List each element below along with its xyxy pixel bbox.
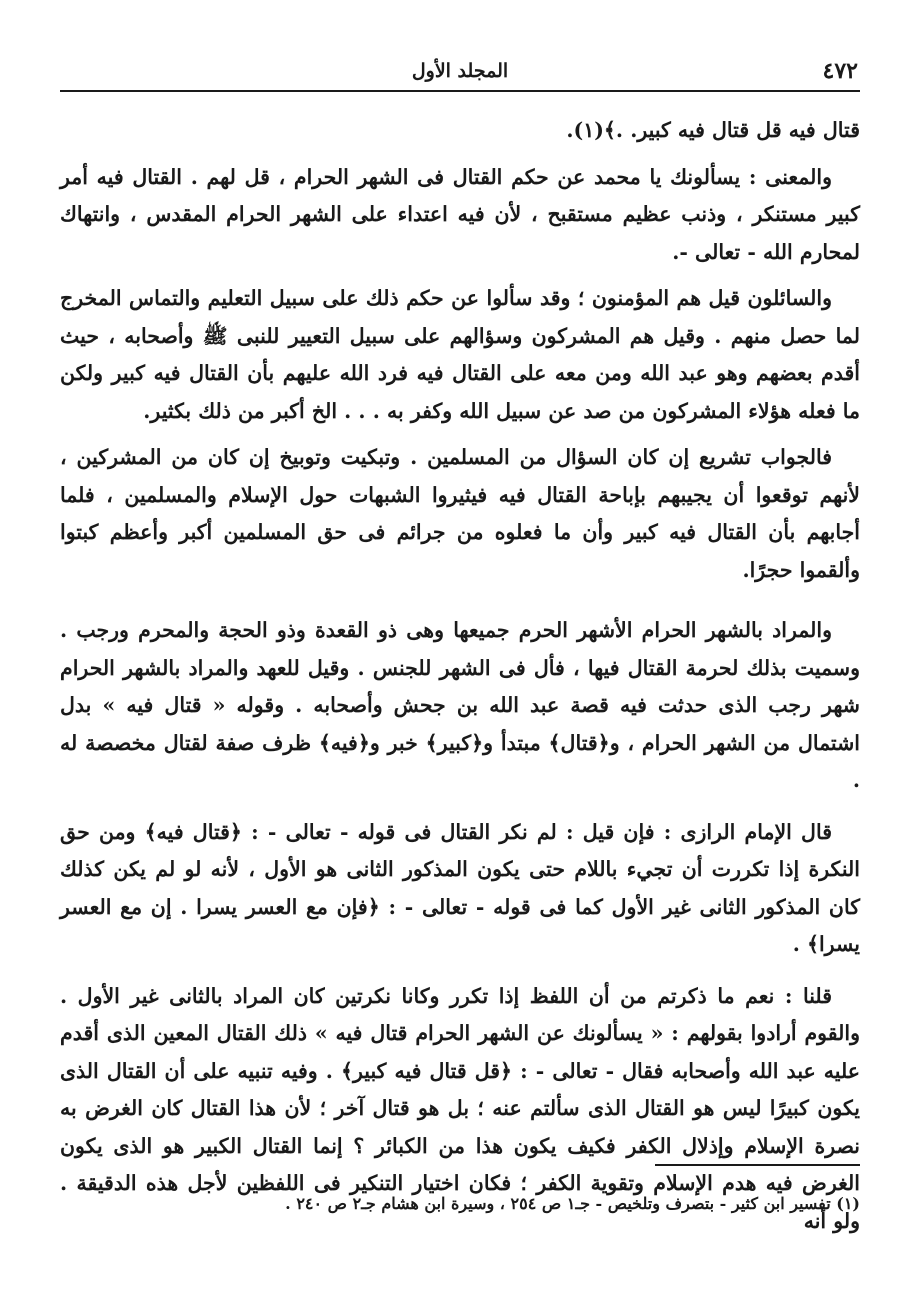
paragraph-sacred-month: والمراد بالشهر الحرام الأشهر الحرم جميعها وهى ذو القعدة وذو الحجة والمحرم ورجب . وسميت بذلك لحرمة القتال فيها ، فأل فى الشهر للجنس . وقيل للعهد والمراد بالشهر الحرام شهر رجب الذى حدثت فيه قصة عبد الله بن جحش وأصحابه . وقوله « قتال فيه » بدل اشتمال من الشهر الحرام ، و﴿قتال﴾ مبتدأ و﴿كبير﴾ خبر و﴿فيه﴾ ظرف صفة لقتال مخصصة له . — [60, 618, 860, 792]
footnote: (١) تفسير ابن كثير - بتصرف وتلخيص - جـ١ ص ٢٥٤ ، وسيرة ابن هشام جـ٢ ص ٢٤٠ . — [285, 1194, 860, 1213]
paragraph-answer: فالجواب تشريع إن كان السؤال من المسلمين . وتبكيت وتوبيخ إن كان من المشركين ، لأنهم توقعوا أن يجيبهم بإباحة القتال فيه فيثيروا الشبهات حول الإسلام والمسلمين ، فلما أجابهم بأن القتال فيه كبير وأن ما فعلوه من جرائم فى حق المسلمين أكبر وأعظم كبتوا وألقموا حجرًا. — [60, 445, 860, 582]
running-title: المجلد الأول — [411, 60, 509, 82]
page-number: ٤٧٢ — [822, 58, 858, 84]
body-text — [60, 112, 860, 1240]
paragraph-askers: والسائلون قيل هم المؤمنون ؛ وقد سألوا عن حكم ذلك على سبيل التعليم والتماس المخرج لما حصل منهم . وقيل هم المشركون وسؤالهم على سبيل التعيير للنبى ﷺ وأصحابه ، حيث أقدم بعضهم وهو عبد الله ومن معه على القتال فيه فرد الله عليهم بأن القتال فيه كبير ولكن ما فعله هؤلاء المشركون من صد عن سبيل الله وكفر به . . . الخ أكبر من ذلك بكثير. — [60, 286, 860, 423]
footnote-divider — [655, 1164, 860, 1166]
page-header — [60, 52, 860, 92]
paragraph-razi-reply: قلنا : نعم ما ذكرتم من أن اللفظ إذا تكرر وكانا نكرتين كان المراد بالثانى غير الأول . والقوم أرادوا بقولهم : « يسألونك عن الشهر الحرام قتال فيه » ذلك القتال المعين الذى أقدم عليه عبد الله وأصحابه فقال - تعالى - : ﴿قل قتال فيه كبير﴾ . وفيه تنبيه على أن القتال الذى يكون كبيرًا ليس هو القتال الذى سألتم عنه ؛ بل هو قتال آخر ؛ لأن هذا القتال كان الغرض به نصرة الإسلام وإذلال الكفر فكيف يكون هذا من الكبائر ؟ إنما القتال الكبير هو الذى يكون الغرض فيه هدم الإسلام وتقوية الكفر ؛ فكان اختيار التنكير فى اللفظين لأجل هذه الدقيقة . ولو أنه — [60, 983, 860, 1233]
book-page — [60, 52, 860, 1282]
paragraph-verse-end: قتال فيه قل قتال فيه كبير. .﴾(١). — [566, 118, 860, 142]
paragraph-razi-question: قال الإمام الرازى : فإن قيل : لم نكر القتال فى قوله - تعالى - : ﴿قتال فيه﴾ ومن حق النكرة إذا تكررت أن تجيء باللام حتى يكون المذكور الثانى هو الأول ، لأنه لو لم يكن كذلك كان المذكور الثانى غير الأول كما فى قوله - تعالى - : ﴿فإن مع العسر يسرا . إن مع العسر يسرا﴾ . — [60, 819, 860, 956]
paragraph-meaning: والمعنى : يسألونك يا محمد عن حكم القتال فى الشهر الحرام ، قل لهم . القتال فيه أمر كبير مستنكر ، وذنب عظيم مستقبح ، لأن فيه اعتداء على الشهر الحرام المقدس ، وانتهاك لمحارم الله - تعالى -. — [60, 164, 860, 264]
